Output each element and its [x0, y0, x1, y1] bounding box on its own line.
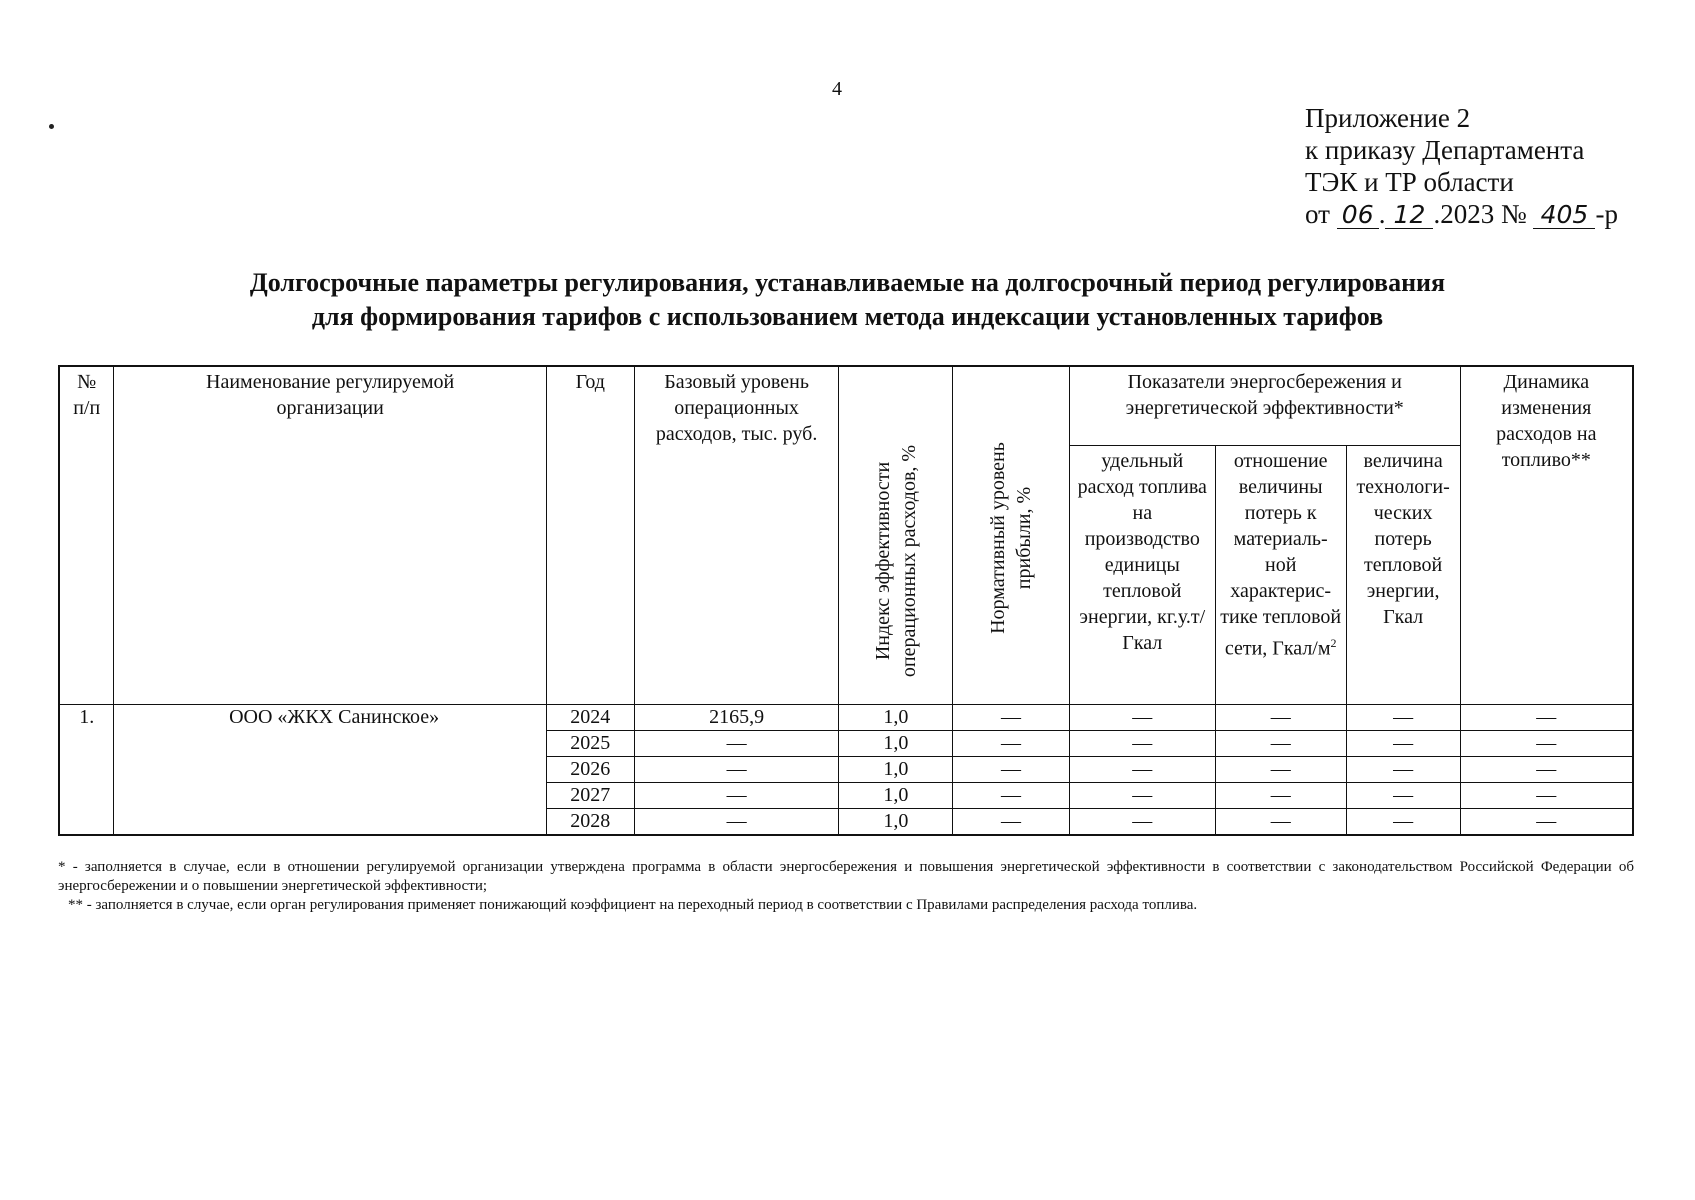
header-tech-losses: величина технологи-ческих потерь тепловой энергии, Гкал [1346, 446, 1460, 705]
tech-losses-cell: — [1346, 783, 1460, 809]
appendix-line-1: Приложение 2 [1305, 103, 1471, 133]
tech-losses-cell: — [1346, 731, 1460, 757]
loss-ratio-cell: — [1215, 731, 1346, 757]
row-num: 1. [59, 705, 114, 836]
fuel-dynamics-cell: — [1460, 757, 1633, 783]
specific-fuel-cell: — [1069, 731, 1215, 757]
footnote-1: * - заполняется в случае, если в отношении регулируемой организации утверждена программа в области энергосбережения и повышения энергетической эффективности в соответствии с законодательством Российской Федерации об энергосбережении и о повышении энергетической эффективности; [58, 859, 1634, 894]
table-row [59, 705, 1633, 731]
base-level-cell: — [634, 757, 839, 783]
loss-ratio-sup: 2 [1330, 636, 1337, 650]
profit-level-label: Нормативный уровень прибыли, % [987, 442, 1035, 634]
year-cell: 2025 [546, 731, 634, 757]
header-energy-group: Показатели энергосбережения и энергетической эффективности* [1069, 366, 1460, 446]
year-cell: 2026 [546, 757, 634, 783]
header-base-level: Базовый уровень операционных расходов, тыс. руб. [634, 366, 839, 705]
fuel-dynamics-cell: — [1460, 809, 1633, 836]
efficiency-index-cell: 1,0 [839, 809, 953, 836]
page-number: 4 [832, 78, 842, 100]
tech-losses-cell: — [1346, 809, 1460, 836]
tech-losses-cell: — [1346, 757, 1460, 783]
appendix-line-3: ТЭК и ТР области [1305, 167, 1514, 197]
base-level-cell: — [634, 783, 839, 809]
appendix-block [1305, 102, 1618, 230]
appendix-line-2: к приказу Департамента [1305, 135, 1585, 165]
header-num: № п/п [59, 366, 114, 705]
loss-ratio-cell: — [1215, 705, 1346, 731]
org-name: ООО «ЖКХ Санинское» [114, 705, 546, 836]
specific-fuel-cell: — [1069, 783, 1215, 809]
date-year: .2023 № [1433, 199, 1527, 229]
loss-ratio-label: отношение величины потерь к материаль-ной характерис-тике тепловой сети, Гкал/м [1220, 450, 1342, 660]
loss-ratio-cell: — [1215, 757, 1346, 783]
header-fuel-dynamics: Динамика изменения расходов на топливо** [1460, 366, 1633, 705]
year-cell: 2024 [546, 705, 634, 731]
profit-level-cell: — [953, 731, 1070, 757]
efficiency-index-cell: 1,0 [839, 731, 953, 757]
specific-fuel-cell: — [1069, 705, 1215, 731]
year-cell: 2028 [546, 809, 634, 836]
year-cell: 2027 [546, 783, 634, 809]
efficiency-index-label: Индекс эффективности операционных расходов, % [871, 444, 920, 678]
loss-ratio-cell: — [1215, 809, 1346, 836]
base-level-cell: 2165,9 [634, 705, 839, 731]
specific-fuel-cell: — [1069, 757, 1215, 783]
footnotes [58, 858, 1634, 915]
date-prefix: от [1305, 199, 1330, 229]
date-day-handwritten: 06 [1337, 202, 1379, 229]
specific-fuel-cell: — [1069, 809, 1215, 836]
order-number-handwritten: 405 [1533, 202, 1595, 229]
header-efficiency-index [839, 366, 953, 705]
header-year: Год [546, 366, 634, 705]
title-line-1: Долгосрочные параметры регулирования, устанавливаемые на долгосрочный период регулирования [249, 268, 1446, 297]
order-suffix: -р [1595, 199, 1618, 229]
header-loss-ratio [1215, 446, 1346, 705]
loss-ratio-cell: — [1215, 783, 1346, 809]
footnote-2: ** - заполняется в случае, если орган регулирования применяет понижающий коэффициент на переходный период в соответствии с Правилами распределения расхода топлива. [68, 897, 1198, 913]
profit-level-cell: — [953, 757, 1070, 783]
header-specific-fuel: удельный расход топлива на производство единицы тепловой энергии, кг.у.т/Гкал [1069, 446, 1215, 705]
efficiency-index-cell: 1,0 [839, 705, 953, 731]
base-level-cell: — [634, 809, 839, 836]
profit-level-cell: — [953, 705, 1070, 731]
fuel-dynamics-cell: — [1460, 783, 1633, 809]
scan-dot [49, 124, 54, 129]
profit-level-cell: — [953, 783, 1070, 809]
parameters-table [58, 365, 1634, 836]
header-profit-level [953, 366, 1070, 705]
header-org: Наименование регулируемой организации [114, 366, 546, 705]
efficiency-index-cell: 1,0 [839, 783, 953, 809]
fuel-dynamics-cell: — [1460, 731, 1633, 757]
profit-level-cell: — [953, 809, 1070, 836]
tech-losses-cell: — [1346, 705, 1460, 731]
date-month-handwritten: 12 [1385, 202, 1433, 229]
appendix-date-line: от 06 . 12 .2023 № 405 -р [1305, 199, 1618, 229]
title-line-2: для формирования тарифов с использованием метода индексации установленных тарифов [311, 302, 1384, 331]
fuel-dynamics-cell: — [1460, 705, 1633, 731]
efficiency-index-cell: 1,0 [839, 757, 953, 783]
base-level-cell: — [634, 731, 839, 757]
document-title [0, 266, 1695, 334]
